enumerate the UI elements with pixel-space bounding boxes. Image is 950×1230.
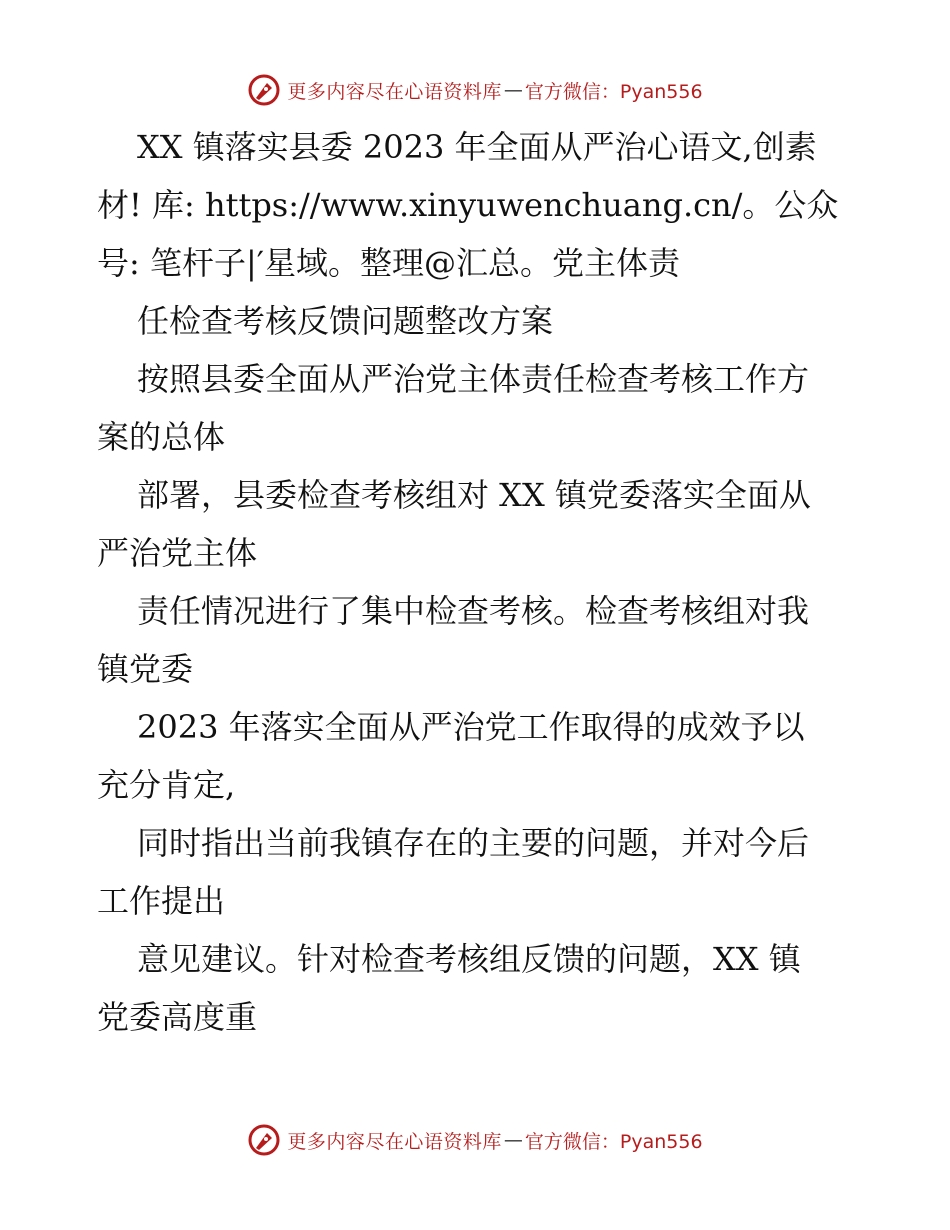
banner-text: 更多内容尽在心语资料库 [287, 80, 502, 103]
text-line: 充分肯定, [97, 766, 236, 804]
header-banner [0, 70, 950, 110]
text-line: 同时指出当前我镇存在的主要的问题，并对今后 [137, 824, 810, 862]
pen-logo-icon [247, 73, 281, 107]
footer-banner [0, 1120, 950, 1160]
text-line: 按照县委全面从严治党主体责任检查考核工作方 [137, 360, 810, 398]
pen-logo-icon [247, 1123, 281, 1157]
text-line: 材! 库: https://www.xinyuwenchuang.cn/。公众 [97, 186, 839, 224]
text-line: 意见建议。针对检查考核组反馈的问题，XX 镇 [137, 940, 801, 978]
document-body [97, 118, 857, 1046]
text-line: 2023 年落实全面从严治党工作取得的成效予以 [137, 708, 805, 746]
text-line: 工作提出 [97, 882, 226, 920]
text-line: 镇党委 [97, 650, 194, 688]
text-line: 号: 笔杆子|′星域。整理@汇总。党主体责 [97, 244, 681, 282]
text-line: 责任情况进行了集中检查考核。检查考核组对我 [137, 592, 810, 630]
text-line: 任检查考核反馈问题整改方案 [137, 302, 554, 340]
banner-wechat: 官方微信：Pyan556 [524, 1130, 703, 1153]
text-line: 严治党主体 [97, 534, 258, 572]
text-line: XX 镇落实县委 2023 年全面从严治心语文,创素 [137, 128, 817, 166]
text-line: 部署，县委检查考核组对 XX 镇党委落实全面从 [137, 476, 811, 514]
text-line: 案的总体 [97, 418, 226, 456]
banner-wechat: 官方微信：Pyan556 [524, 80, 703, 103]
banner-text: 更多内容尽在心语资料库 [287, 1130, 502, 1153]
banner-separator: — [503, 79, 523, 101]
banner-separator: — [503, 1129, 523, 1151]
text-line: 党委高度重 [97, 998, 258, 1036]
